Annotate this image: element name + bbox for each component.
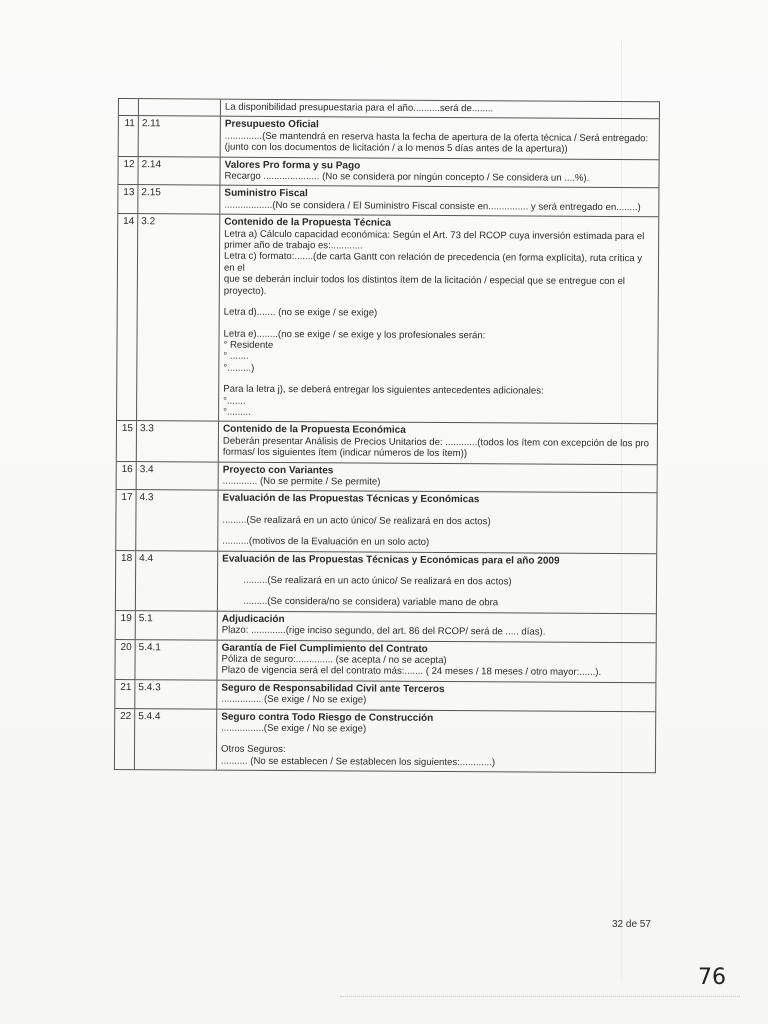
item-text-line: .......... (No se establecen / Se establecen los siguientes:............): [220, 755, 496, 769]
section-number: 4.3: [136, 490, 218, 550]
row-content: [218, 491, 656, 553]
table-row: [116, 610, 656, 642]
row-content: [217, 709, 655, 772]
scan-edge: [340, 996, 740, 997]
table-row: [119, 115, 659, 159]
row-content: [219, 215, 658, 424]
row-number: 13: [118, 185, 138, 213]
item-text-line: .........(Se considera/no se considera) variable mano de obra: [221, 596, 499, 609]
item-text-line: Plazo: .............(rige inciso segundo, del art. 86 del RCOP/ será de ..... días).: [221, 624, 546, 638]
row-number: 17: [116, 490, 136, 549]
section-number: 3.2: [137, 214, 220, 421]
section-number: 2.14: [138, 157, 220, 185]
item-title: Contenido de la Propuesta Técnica: [224, 216, 391, 229]
row-number: 21: [115, 680, 135, 708]
row-content: [219, 422, 657, 464]
item-title: Presupuesto Oficial: [224, 119, 319, 131]
item-text-line: ° .......: [223, 350, 249, 363]
row-content: [220, 157, 658, 187]
item-title: Garantía de Fiel Cumplimiento del Contrato: [221, 642, 428, 655]
table-row: [119, 98, 659, 119]
item-title: Proyecto con Variantes: [222, 464, 334, 476]
item-text-line: .........(Se realizará en un acto único/ Se realizará en dos actos): [222, 574, 512, 588]
table-row: [117, 213, 658, 423]
item-text-line: ..................(No se considera / El Suministro Fiscal consiste en............... y será entregado en........): [224, 199, 641, 214]
item-text-line: Plazo de vigencia será el del contrato más:....... ( 24 meses / 18 meses / otro mayor:......).: [221, 665, 602, 679]
row-number: 16: [117, 462, 137, 490]
item-text-line: ..........(motivos de la Evaluación en un solo acto): [222, 535, 430, 549]
section-number: 2.15: [138, 186, 220, 214]
section-number: 2.11: [139, 117, 221, 157]
item-text-line: ............. (No se permite / Se permite): [222, 475, 381, 488]
item-text-line: Letra a) Cálculo capacidad económica: Según el Art. 73 del RCOP cuya inversión estimada para el: [224, 228, 645, 242]
item-title: Evaluación de las Propuestas Técnicas y Económicas para el año 2009: [222, 553, 560, 567]
row-content: [219, 462, 657, 492]
item-text-line: °.......: [223, 395, 246, 407]
item-text-line: Deberán presentar Análisis de Precios Unitarios de: ............(todos los ítem con excepción de los pro: [222, 435, 650, 449]
section-number: [139, 99, 221, 116]
row-number: 19: [116, 611, 136, 639]
item-title: Valores Pro forma y su Pago: [224, 159, 361, 172]
row-content: [218, 611, 656, 641]
page-number: 32 de 57: [612, 919, 651, 930]
row-number: 11: [119, 116, 139, 155]
item-title: Contenido de la Propuesta Económica: [222, 423, 406, 437]
row-content: [220, 186, 658, 216]
row-number: 22: [115, 709, 135, 770]
row-number: [119, 99, 139, 116]
item-text-line: .........(Se realizará en un acto único/ Se realizará en dos actos): [222, 514, 491, 528]
table-row: [118, 156, 658, 188]
item-text-line: primer año de trabajo es:............: [224, 239, 363, 252]
row-number: 20: [115, 640, 135, 679]
item-text-line: (junto con los documentos de licitación / a lo menos 5 días antes de la apertura)): [224, 141, 568, 155]
item-text-line: Recargo ..................... (No se considera por ningún concepto / Se considera un ....%).: [224, 170, 590, 184]
row-content: [217, 640, 655, 682]
section-number: 3.3: [137, 421, 219, 461]
item-text-line: Otros Seguros:: [220, 744, 286, 756]
item-text-line: °.........: [223, 406, 251, 418]
table-row: [115, 708, 655, 773]
row-number: 18: [116, 551, 136, 610]
item-text-line: ................(Se exige / No se exige): [221, 722, 367, 735]
section-number: 3.4: [137, 462, 219, 490]
section-number: 4.4: [136, 551, 218, 611]
table-row: [115, 639, 655, 683]
item-text-line: ............... (Se exige / No se exige): [221, 693, 367, 706]
table-row: [116, 489, 656, 553]
item-title: Suministro Fiscal: [224, 188, 308, 200]
row-content: [221, 100, 659, 119]
table-row: [117, 461, 657, 493]
row-number: 14: [117, 214, 138, 420]
table-row: [116, 550, 656, 614]
table-row: [115, 679, 655, 711]
bases-form-table: [114, 98, 660, 774]
item-title: Seguro contra Todo Riesgo de Construcción: [221, 711, 434, 724]
item-title: Seguro de Responsabilidad Civil ante Terceros: [221, 682, 445, 695]
item-text-line: Letra c) formato:.......(de carta Gantt con relación de precedencia (en forma explícita), ruta crítica y en el: [223, 251, 645, 274]
item-text-line: Póliza de seguro:.............. (se acepta / no se acepta): [221, 653, 447, 667]
item-text-line: que se deberán incluir todos los distintos ítem de la licitación / especial que se entregue con el proyecto).: [223, 273, 628, 297]
section-number: 5.4.3: [135, 680, 217, 708]
item-text-line: °.........): [223, 362, 255, 374]
row-content: [218, 551, 656, 613]
item-text-line: formas/ los siguientes ítem (indicar números de los ítem)): [222, 446, 468, 460]
item-title: Adjudicación: [221, 613, 285, 625]
table-row: [118, 184, 658, 216]
item-text-line: ° Residente: [223, 339, 274, 351]
section-number: 5.4.1: [135, 640, 217, 680]
item-text-line: La disponibilidad presupuestaria para el año..........será de........: [224, 101, 494, 115]
section-number: 5.1: [136, 611, 218, 639]
item-text-line: Para la letra j), se deberá entregar los siguientes antecedentes adicionales:: [223, 383, 544, 397]
row-content: [221, 117, 659, 159]
item-text-line: ..............(Se mantendrá en reserva hasta la fecha de apertura de la oferta técnica / Será entregado:: [224, 130, 649, 145]
row-number: 12: [118, 157, 138, 185]
table-row: [117, 420, 657, 464]
handwritten-sheet-number: 76: [698, 965, 726, 990]
row-number: 15: [117, 421, 137, 460]
row-content: [217, 680, 655, 710]
item-text-line: Letra e)........(no se exige / se exige y los profesionales serán:: [223, 328, 486, 341]
section-number: 5.4.4: [135, 709, 217, 770]
item-title: Evaluación de las Propuestas Técnicas y Económicas: [222, 493, 480, 506]
item-text-line: Letra d)....... (no se exige / se exige): [223, 306, 378, 319]
